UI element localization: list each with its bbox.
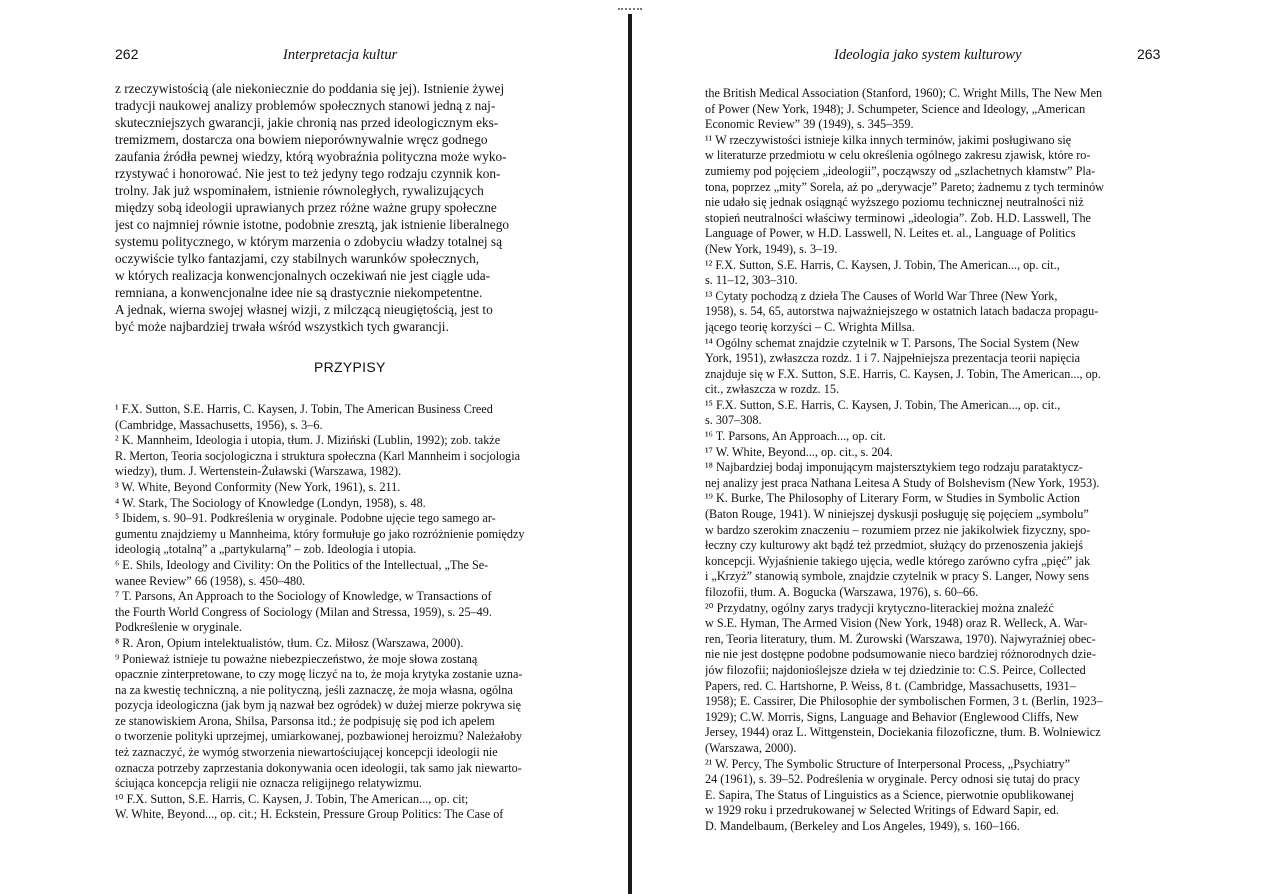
footnote-line: 1958); E. Cassirer, Die Philosophie der symbolischen Formen, 3 t. (Berlin, 1923– <box>705 694 1103 709</box>
footnote-line: ściująca koncepcja religii nie oznacza religijnego relatywizmu. <box>115 776 422 791</box>
footnote-line: ¹³ Cytaty pochodzą z dzieła The Causes of World War Three (New York, <box>705 288 1058 303</box>
footnote-line: ⁶ E. Shils, Ideology and Civility: On the Politics of the Intellectual, „The Se- <box>115 557 489 572</box>
body-line: skuteczniejszych gwarancji, jakie chronią nas przed ideologicznym eks- <box>115 115 499 130</box>
footnote-line: koncepcji. Wyjaśnienie takiego ujęcia, wedle którego zarówno cyfra „pięć” jak <box>705 553 1091 568</box>
left-page-number: 262 <box>115 46 139 62</box>
body-line: być może najbardziej trwała wśród wszystkich tych gwarancji. <box>115 319 449 334</box>
footnote-line: ² K. Mannheim, Ideologia i utopia, tłum. J. Miziński (Lublin, 1992); zob. także <box>115 433 501 448</box>
body-line: tremizmem, dostarcza ona bowiem nieporównywalnie wręcz godnego <box>115 132 488 147</box>
footnote-line: oznacza potrzeby zaprzestania dokonywania ocen ideologii, tak samo jak niewarto- <box>115 760 522 775</box>
footnote-line: Jersey, 1944) oraz L. Wittgenstein, Dociekania filozoficzne, tłum. B. Wolniewicz <box>705 725 1101 740</box>
body-line: rzystywać i honorować. Nie jest to też jedyny tego rodzaju czynnik kon- <box>115 166 501 181</box>
left-footnotes <box>115 402 577 823</box>
footnote-line: ¹⁶ T. Parsons, An Approach..., op. cit. <box>705 429 886 444</box>
body-line: między sobą ideologii uprawianych przez różne ważne grupy społeczne <box>115 200 497 215</box>
footnote-line: w 1929 roku i przedrukowanej w Selected Writings of Edward Sapir, ed. <box>705 803 1059 818</box>
footnote-line: ¹¹ W rzeczywistości istnieje kilka innych terminów, jakimi posługiwano się <box>705 132 1072 147</box>
footnote-line: nej analizy jest praca Nathana Leitesa A Study of Bolshevism (New York, 1953). <box>705 475 1100 490</box>
footnote-line: (New York, 1949), s. 3–19. <box>705 241 838 256</box>
body-line: trolny. Jak już wspominałem, istnienie równoległych, rywalizujących <box>115 183 484 198</box>
footnote-line: ⁴ W. Stark, The Sociology of Knowledge (Londyn, 1958), s. 48. <box>115 495 426 510</box>
footnote-line: pozycja ideologiczna (jak bym ją nazwał bez ogródek) w dużej mierze pokrywa się <box>115 698 522 713</box>
footnote-line: w literaturze przedmiotu w celu określenia ogólnego zakresu zjawisk, które ro- <box>705 148 1091 163</box>
footnote-line: opacznie zinterpretowane, to czy mogę liczyć na to, że moja krytyka zostanie uzna- <box>115 667 523 682</box>
footnote-line: Podkreślenie w oryginale. <box>115 620 242 635</box>
footnote-line: D. Mandelbaum, (Berkeley and Los Angeles, 1949), s. 160–166. <box>705 818 1020 833</box>
footnote-line: the British Medical Association (Stanford, 1960); C. Wright Mills, The New Men <box>705 86 1103 100</box>
footnote-line: s. 307–308. <box>705 413 762 428</box>
footnote-line: wiedzy), tłum. J. Wertenstein-Żuławski (Warszawa, 1982). <box>115 464 402 479</box>
right-footnotes <box>705 86 1163 835</box>
footnote-line: Economic Review” 39 (1949), s. 345–359. <box>705 117 914 132</box>
footnote-line: s. 11–12, 303–310. <box>705 273 798 288</box>
body-line: z rzeczywistością (ale niekoniecznie do poddania się jej). Istnienie żywej <box>115 81 505 96</box>
footnote-line: o tworzenie polityki uprzejmej, umiarkowanej, pozbawionej heroizmu? Należałoby <box>115 729 523 744</box>
footnote-line: ⁸ R. Aron, Opium intelektualistów, tłum. Cz. Miłosz (Warszawa, 2000). <box>115 635 464 650</box>
footnote-line: Papers, red. C. Hartshorne, P. Weiss, 8 t. (Cambridge, Massachusetts, 1931– <box>705 678 1076 693</box>
left-body-text <box>115 80 577 335</box>
notes-heading: PRZYPISY <box>314 359 386 375</box>
right-page <box>632 0 1262 894</box>
footnote-line: nie udało się jednak osiągnąć wyższego poziomu technicznej neutralności niż <box>705 195 1084 210</box>
footnote-line: tona, poprzez „mity” Sorela, aż po „derywacje” Pareto; żadnemu z tych terminów <box>705 179 1104 194</box>
footnote-line: ⁵ Ibidem, s. 90–91. Podkreślenia w oryginale. Podobne ujęcie tego samego ar- <box>115 511 496 526</box>
footnote-line: Language of Power, w H.D. Lasswell, N. Leites et. al., Language of Politics <box>705 226 1076 241</box>
footnote-line: ²⁰ Przydatny, ogólny zarys tradycji krytyczno-literackiej można znaleźć <box>705 600 1054 615</box>
footnote-line: łeczny czy kulturowy akt bądź też przedmiot, służący do przenoszenia jakiejś <box>705 538 1083 553</box>
footnote-line: cit., zwłaszcza w rozdz. 15. <box>705 382 839 397</box>
right-page-number: 263 <box>1137 46 1161 62</box>
footnote-line: of Power (New York, 1948); J. Schumpeter, Science and Ideology, „American <box>705 101 1086 116</box>
body-line: oczywiście tylko fantazjami, czy stabilnych warunków społecznych, <box>115 251 480 266</box>
body-line: jest co najmniej równie istotne, podobnie zresztą, jak istnienie liberalnego <box>115 217 509 232</box>
footnote-line: E. Sapira, The Status of Linguistics as a Science, pierwotnie opublikowanej <box>705 787 1075 802</box>
footnote-line: ¹⁸ Najbardziej bodaj imponującym majstersztykiem tego rodzaju parataktycz- <box>705 460 1083 475</box>
left-running-title: Interpretacja kultur <box>283 47 398 63</box>
footnote-line: filozofii, tłum. A. Bogucka (Warszawa, 1976), s. 60–66. <box>705 585 979 599</box>
footnote-line: jącego teorię korzyści – C. Wrighta Millsa. <box>705 319 915 334</box>
body-line: remniana, a konwencjonalne idee nie są drastycznie niekompetentne. <box>115 285 483 300</box>
footnote-line: ¹⁴ Ogólny schemat znajdzie czytelnik w T. Parsons, The Social System (New <box>705 335 1080 350</box>
footnote-line: ¹⁵ F.X. Sutton, S.E. Harris, C. Kaysen, J. Tobin, The American..., op. cit., <box>705 397 1061 412</box>
right-running-title: Ideologia jako system kulturowy <box>834 47 1022 63</box>
footnote-line: stopień neutralności właściwy terminowi „ideologia”. Zob. H.D. Lasswell, The <box>705 210 1091 225</box>
footnote-line: ³ W. White, Beyond Conformity (New York, 1961), s. 211. <box>115 479 401 494</box>
footnote-line: the Fourth World Congress of Sociology (Milan and Stressa, 1959), s. 25–49. <box>115 604 492 619</box>
footnote-line: i „Krzyż” stanowią symbole, znajdzie czytelnik w pracy S. Langer, Nowy sens <box>705 569 1089 584</box>
right-footnote-lines <box>705 86 1163 835</box>
footnote-line: ⁹ Ponieważ istnieje tu poważne niebezpieczeństwo, że moje słowa zostaną <box>115 651 478 666</box>
footnote-line: jów filozofii; najdonioślejsze dzieła w tej dziedzinie to: C.S. Peirce, Collected <box>705 662 1086 677</box>
body-line: tradycji naukowej analizy problemów społecznych stanowi jedną z naj- <box>115 98 496 113</box>
footnote-line: W. White, Beyond..., op. cit.; H. Eckstein, Pressure Group Politics: The Case of <box>115 807 504 822</box>
body-line: systemu politycznego, w którym marzenia o zdobyciu władzy totalnej są <box>115 234 502 249</box>
body-line: w których realizacja konwencjonalnych oczekiwań nie jest ciągle uda- <box>115 268 491 283</box>
footnote-line: wanee Review” 66 (1958), s. 450–480. <box>115 573 306 588</box>
footnote-line: (Baton Rouge, 1941). W niniejszej dyskusji posługuję się pojęciem „symbolu” <box>705 507 1089 522</box>
footnote-line: ²¹ W. Percy, The Symbolic Structure of Interpersonal Process, „Psychiatry” <box>705 756 1071 771</box>
footnote-line: ren, Teoria literatury, tłum. M. Żurowski (Warszawa, 1970). Najwyraźniej obec- <box>705 631 1096 646</box>
body-line: A jednak, wierna swojej własnej wizji, z milczącą nieugiętością, jest to <box>115 302 493 317</box>
footnote-line: ¹⁹ K. Burke, The Philosophy of Literary Form, w Studies in Symbolic Action <box>705 491 1080 506</box>
footnote-line: nie nie jest dostępne podobne podsumowanie nieco bardziej różnorodnych dzie- <box>705 647 1096 662</box>
footnote-line: w bardzo szerokim znaczeniu – rozumiem przez nie jakikolwiek fizyczny, spo- <box>705 522 1091 537</box>
footnote-line: w S.E. Hyman, The Armed Vision (New York, 1948) oraz R. Welleck, A. War- <box>705 616 1088 631</box>
footnote-line: (Cambridge, Massachusetts, 1956), s. 3–6. <box>115 417 323 432</box>
footnote-line: ideologią „totalną” a „partykularną” – zob. Ideologia i utopia. <box>115 542 417 557</box>
footnote-line: 1929); C.W. Morris, Signs, Language and Behavior (Englewood Cliffs, New <box>705 709 1079 724</box>
footnote-line: ¹² F.X. Sutton, S.E. Harris, C. Kaysen, J. Tobin, The American..., op. cit., <box>705 257 1060 272</box>
footnote-line: (Warszawa, 2000). <box>705 740 797 755</box>
footnote-line: zumiemy pod pojęciem „ideologii”, począwszy od „szlachetnych kłamstw” Pla- <box>705 163 1096 178</box>
footnote-line: na za kwestię techniczną, a nie polityczną, jeśli zaznaczę, że moja własna, ogólna <box>115 682 513 697</box>
footnote-line: ⁷ T. Parsons, An Approach to the Sociology of Knowledge, w Transactions of <box>115 589 492 604</box>
footnote-line: znajduje się w F.X. Sutton, S.E. Harris, C. Kaysen, J. Tobin, The American..., op. <box>705 366 1101 381</box>
footnote-line: też zaznaczyć, że wymóg stworzenia niewartościującej koncepcji ideologii nie <box>115 745 498 760</box>
footnote-line: gumentu znajdziemy u Mannheima, który formułuje go jako rozróżnienie pomiędzy <box>115 526 525 541</box>
footnote-line: 1958), s. 54, 65, autorstwa najważniejszego w ostatnich latach badacza propagu- <box>705 304 1099 319</box>
footnote-line: 24 (1961), s. 39–52. Podreślenia w oryginale. Percy odnosi się tutaj do pracy <box>705 772 1081 787</box>
left-body-lines <box>115 80 577 335</box>
footnote-line: R. Merton, Teoria socjologiczna i struktura społeczna (Karl Mannheim i socjologia <box>115 448 521 463</box>
footnote-line: York, 1951), zwłaszcza rozdz. 1 i 7. Najpełniejsza prezentacja teorii napięcia <box>705 351 1081 366</box>
footnote-line: ¹⁰ F.X. Sutton, S.E. Harris, C. Kaysen, J. Tobin, The American..., op. cit; <box>115 791 469 806</box>
footnote-line: ze stanowiskiem Arona, Shilsa, Parsonsa itd.; że podpisuję się pod ich apelem <box>115 713 495 728</box>
left-footnote-lines <box>115 402 577 823</box>
footnote-line: ¹⁷ W. White, Beyond..., op. cit., s. 204. <box>705 444 893 459</box>
body-line: zaufania źródła pewnej wiedzy, którą wyobraźnia polityczna może wyko- <box>115 149 507 164</box>
footnote-line: ¹ F.X. Sutton, S.E. Harris, C. Kaysen, J. Tobin, The American Business Creed <box>115 402 493 416</box>
